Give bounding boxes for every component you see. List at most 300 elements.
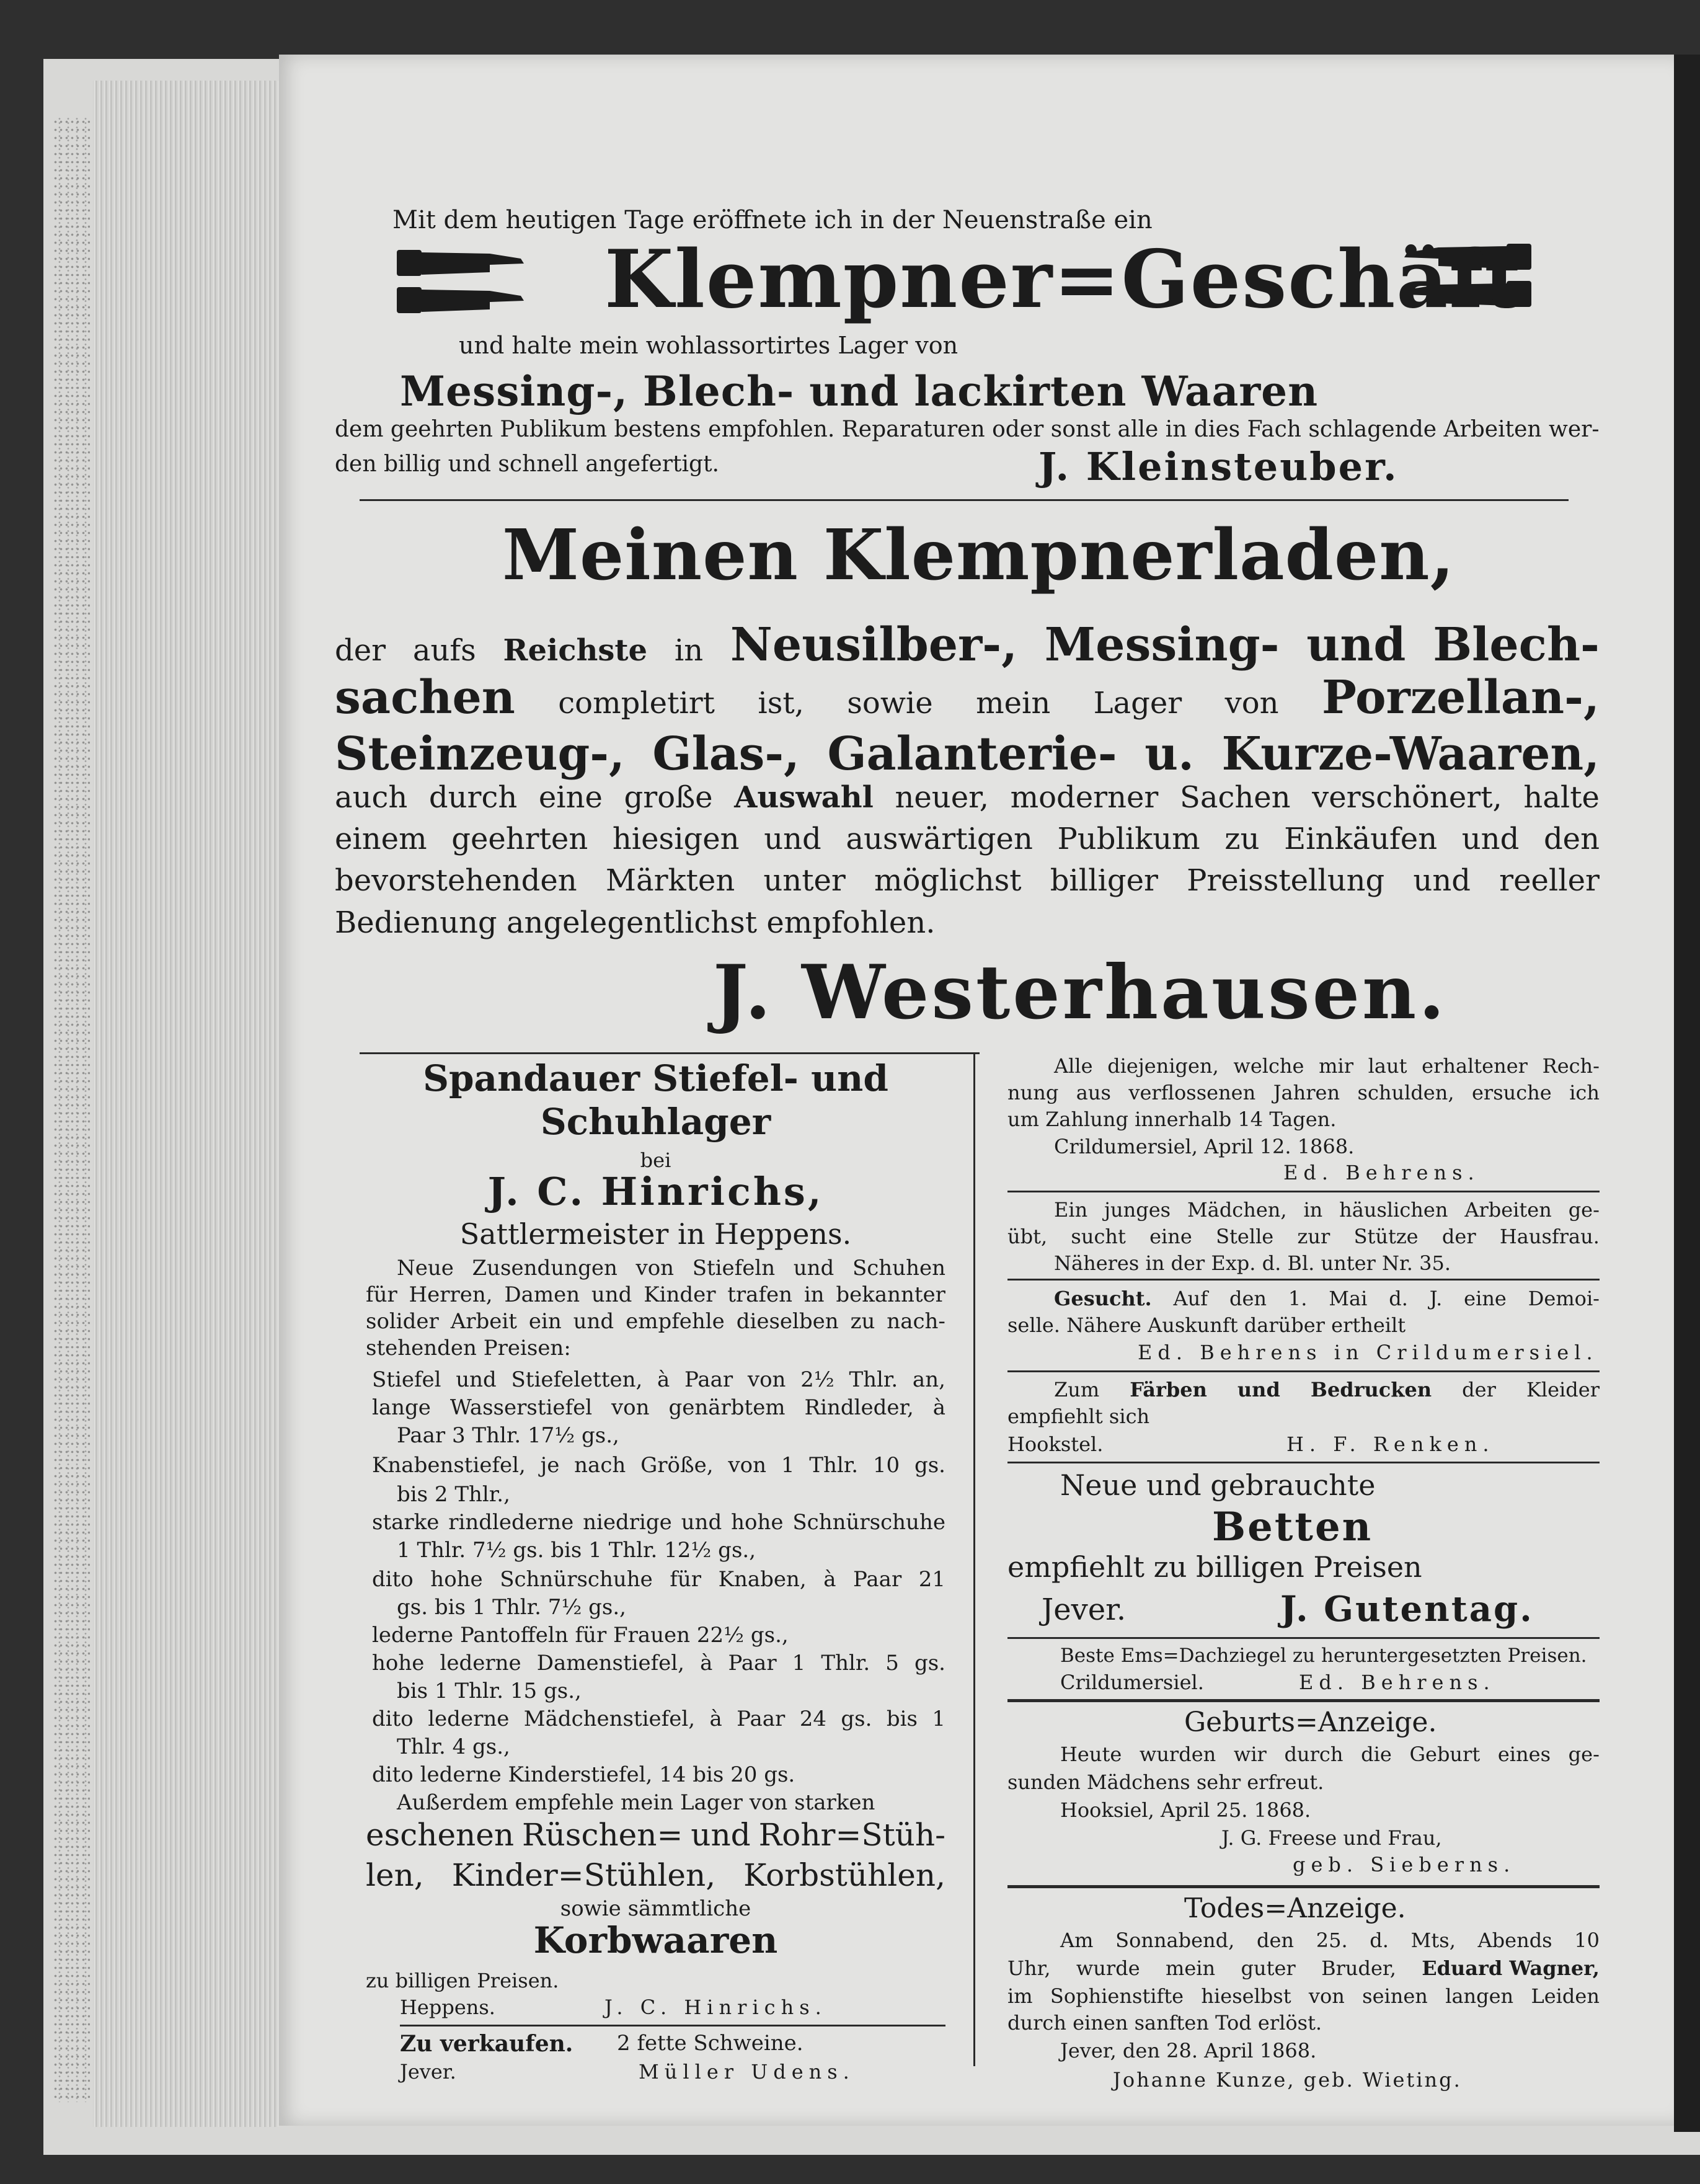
betten-place: Jever. (1042, 1592, 1127, 1627)
word: Arbeiten (1464, 1198, 1552, 1222)
column-rule (973, 1052, 975, 2066)
word: guter (1241, 1956, 1296, 1980)
verkaufen-text: 2 fette Schweine. (617, 2031, 804, 2056)
word: aus (1076, 1081, 1111, 1104)
word: und (793, 1256, 835, 1281)
klempner-para-1: dem geehrten Publikum bestens empfohlen. Reparaturen oder sonst alle in dies Fach schlagende Arbeiten wer- (335, 417, 1600, 442)
word: Porzellan-, (1322, 670, 1600, 724)
tod-line-4: durch einen sanften Tod erlöst. (1007, 2011, 1322, 2035)
behrens-date: Crildumersiel, April 12. 1868. (1054, 1135, 1355, 1158)
word: Eduard Wagner, (1422, 1956, 1600, 1980)
word: dieselben (736, 1309, 839, 1334)
word: Korbstühlen, (743, 1857, 945, 1893)
word: langen (1445, 1984, 1514, 2008)
word: Auf (1173, 1287, 1208, 1310)
word: Reichste (503, 633, 648, 668)
word: wurde (1076, 1956, 1140, 1980)
geburt-line-2: sunden Mädchens sehr erfreut. (1007, 1770, 1324, 1794)
tod-line-2 (1007, 1956, 1600, 1980)
word: zu (1224, 822, 1260, 856)
word: erhaltener (1422, 1054, 1528, 1078)
word: à (700, 1651, 713, 1676)
word: halte (1523, 780, 1600, 815)
word: Kleider (1526, 1378, 1600, 1401)
gesucht-signature: Ed. Behrens in Crildumersiel. (1138, 1341, 1598, 1364)
word: ersuche (1471, 1081, 1552, 1104)
marbled-edge (53, 118, 90, 2102)
price-line: gs. bis 1 Thlr. 7½ gs., (397, 1595, 626, 1620)
price-line (372, 1707, 945, 1731)
betten-line-2: Betten (1212, 1504, 1373, 1550)
word: Bruder, (1321, 1956, 1396, 1980)
price-line: lederne Pantoffeln für Frauen 22½ gs., (372, 1623, 789, 1648)
klempner-products: Messing-, Blech- und lackirten Waaren (400, 367, 1319, 415)
hinrichs-korbwaaren: Korbwaaren (533, 1919, 778, 1961)
westerhausen-line-3 (335, 727, 1600, 781)
word: Neue (397, 1256, 454, 1281)
word: von (635, 1256, 675, 1281)
word: Galanterie- (827, 727, 1117, 781)
word: bevorstehenden (335, 863, 577, 898)
word: Rindleder, (804, 1395, 914, 1420)
word: Messing- (1044, 617, 1280, 672)
divider (1007, 1462, 1600, 1463)
klempner-signature: J. Kleinsteuber. (1038, 444, 1399, 489)
word: Stelle (1216, 1225, 1274, 1248)
hinrichs-cheap: zu billigen Preisen. (366, 1969, 559, 1992)
word: Bedrucken (1310, 1378, 1432, 1401)
divider (360, 499, 1569, 501)
word: einem (335, 822, 427, 856)
word: eine (538, 780, 603, 815)
hinrichs-name: J. C. Hinrichs, (487, 1169, 824, 1214)
word: gs. (914, 1651, 945, 1676)
geburt-signature-1: J. G. Freese und Frau, (1221, 1826, 1442, 1850)
word: Auswahl (734, 780, 874, 815)
price-line: bis 2 Thlr., (397, 1482, 510, 1507)
word: Sonnabend, (1115, 1929, 1235, 1952)
word: für (366, 1282, 397, 1307)
word: Gesucht. (1054, 1287, 1152, 1310)
word: aufs (412, 633, 476, 668)
word: zu (850, 1309, 875, 1334)
hinrichs-body-1 (397, 1256, 945, 1281)
word: ge- (1568, 1742, 1600, 1766)
word: ist, (758, 686, 804, 721)
word: u. (1144, 727, 1194, 781)
word: eine (1464, 1287, 1507, 1310)
price-line (372, 1367, 945, 1392)
word: Einkäufen (1284, 822, 1438, 856)
word: mir (1319, 1054, 1353, 1078)
geburt-title: Geburts=Anzeige. (1184, 1707, 1437, 1738)
word: 1 (781, 1453, 795, 1478)
word: 1 (792, 1651, 806, 1676)
word: wurden (1139, 1742, 1216, 1766)
word: Rohr=Stüh- (758, 1817, 945, 1853)
word: à (823, 1567, 836, 1592)
word: häuslichen (1339, 1198, 1448, 1222)
renken-place: Hookstel. (1007, 1432, 1104, 1456)
word: ein (528, 1309, 562, 1334)
renken-line-1 (1054, 1378, 1600, 1401)
gesucht-line-1 (1054, 1287, 1600, 1310)
tod-title: Todes=Anzeige. (1184, 1893, 1406, 1924)
word: den (1257, 1929, 1295, 1952)
word: gs. (841, 1707, 872, 1731)
word: Demoi- (1528, 1287, 1600, 1310)
word: 10 (872, 1453, 900, 1478)
word: verflossenen (1128, 1081, 1256, 1104)
scan-border (1674, 55, 1700, 2132)
word: Sachen (1179, 780, 1291, 815)
dachziegel-signature: Ed. Behrens. (1299, 1671, 1495, 1694)
price-line: Thlr. 4 gs., (397, 1734, 510, 1759)
behrens-line-1 (1054, 1054, 1600, 1078)
hinrichs-place: Heppens. (400, 1995, 495, 2019)
word: im (1007, 1984, 1033, 2008)
word: in (804, 1282, 825, 1307)
hinrichs-bei: bei (640, 1148, 671, 1172)
word: Mädchenstiefel, (523, 1707, 696, 1731)
word: Abends (1477, 1929, 1552, 1952)
price-line (372, 1453, 945, 1478)
word: Paar (737, 1707, 786, 1731)
word: Größe, (640, 1453, 714, 1478)
word: Preisstellung (1187, 863, 1385, 898)
hinrichs-body-2 (366, 1282, 945, 1307)
divider (1007, 1279, 1600, 1281)
klempner-intro: Mit dem heutigen Tage eröffnete ich in der Neuenstraße ein (392, 206, 1153, 234)
word: laut (1368, 1054, 1407, 1078)
behrens-line-3: um Zahlung innerhalb 14 Tagen. (1007, 1108, 1337, 1131)
word: rindlederne (448, 1510, 574, 1535)
verkaufen-place: Jever. (400, 2060, 456, 2084)
word: Zum (1054, 1378, 1100, 1401)
word: Am (1060, 1929, 1094, 1952)
word: solider (366, 1309, 439, 1334)
price-line: dito lederne Kinderstiefel, 14 bis 20 gs. (372, 1762, 795, 1787)
tod-line-3 (1007, 1984, 1600, 2008)
word: Wasserstiefel (449, 1395, 593, 1420)
word: übt, (1007, 1225, 1048, 1248)
tod-date: Jever, den 28. April 1868. (1060, 2039, 1317, 2062)
word: von (747, 1367, 786, 1392)
westerhausen-signature: J. Westerhausen. (713, 949, 1448, 1036)
westerhausen-line-5 (335, 822, 1600, 856)
word: den (1543, 822, 1600, 856)
word: à (657, 1367, 670, 1392)
word: und (764, 822, 821, 856)
divider (1007, 1191, 1600, 1192)
word: und (1237, 1378, 1280, 1401)
word: gs. (914, 1453, 945, 1478)
price-line (372, 1510, 945, 1535)
word: billiger (1050, 863, 1158, 898)
word: hieselbst (1201, 1984, 1291, 2008)
word: sowie (847, 686, 933, 721)
word: von (1308, 1984, 1345, 2008)
word: d. (1370, 1929, 1389, 1952)
price-line: Paar 3 Thlr. 17½ gs., (397, 1423, 619, 1448)
word: hohe (372, 1651, 425, 1676)
dachziegel-line-1: Beste Ems=Dachziegel zu heruntergesetzten Preisen. (1060, 1645, 1587, 1667)
word: und (681, 1510, 722, 1535)
betten-line-3: empfiehlt zu billigen Preisen (1007, 1550, 1422, 1584)
word: 2½ (800, 1367, 835, 1392)
word: seinen (1362, 1984, 1428, 2008)
word: in (1303, 1198, 1323, 1222)
hinrichs-also-4: sowie sämmtliche (560, 1896, 751, 1921)
geburt-line-1 (1060, 1742, 1600, 1766)
word: 10 (1574, 1929, 1600, 1952)
klempner-line2: und halte mein wohlassortirtes Lager von (459, 332, 958, 359)
word: zur (1297, 1225, 1330, 1248)
word: Paar (728, 1651, 777, 1676)
word: 1 (932, 1707, 945, 1731)
price-line (372, 1567, 945, 1592)
word: eschenen (366, 1817, 515, 1853)
word: Kurze-Waaren, (1221, 727, 1600, 781)
word: in (674, 633, 704, 668)
divider (360, 1052, 980, 1054)
word: Rüschen= (521, 1817, 683, 1853)
word: und (1413, 863, 1471, 898)
word: Hausfrau. (1499, 1225, 1600, 1248)
word: mein (1166, 1956, 1216, 1980)
word: sachen (335, 670, 515, 724)
word: reeller (1499, 863, 1600, 898)
word: nach- (887, 1309, 945, 1334)
word: len, (366, 1857, 424, 1893)
westerhausen-headline: Meinen Klempnerladen, (502, 515, 1455, 596)
word: geehrten (451, 822, 588, 856)
word: möglichst (874, 863, 1022, 898)
betten-line-1: Neue und gebrauchte (1060, 1468, 1376, 1502)
price-line: bis 1 Thlr. 15 gs., (397, 1679, 582, 1703)
word: Damen (504, 1282, 580, 1307)
word: d. (1389, 1287, 1408, 1310)
westerhausen-line-7: Bedienung angelegentlichst empfohlen. (335, 905, 936, 940)
hinrichs-trade: Sattlermeister in Heppens. (459, 1217, 852, 1251)
hinrichs-also-1: Außerdem empfehle mein Lager von starken (397, 1790, 875, 1815)
word: durch (1284, 1742, 1344, 1766)
divider (1007, 1637, 1600, 1639)
word: Färben (1130, 1378, 1207, 1401)
hinrichs-also-2 (366, 1817, 945, 1853)
word: und (1461, 822, 1520, 856)
word: Thlr. (821, 1651, 870, 1676)
westerhausen-line-2 (335, 670, 1600, 724)
word: Zusendungen (472, 1256, 618, 1281)
word: Lager (1093, 686, 1182, 721)
word: junges (1104, 1198, 1171, 1222)
hinrichs-also-3 (366, 1857, 945, 1893)
word: von (1224, 686, 1279, 721)
tod-line-1 (1060, 1929, 1600, 1952)
maedchen-line-1 (1054, 1198, 1600, 1222)
behrens-signature: Ed. Behrens. (1283, 1161, 1480, 1184)
hinrichs-signature: J. C. Hinrichs. (604, 1995, 827, 2019)
verkaufen-label: Zu verkaufen. (400, 2031, 573, 2057)
word: verschönert, (1312, 780, 1502, 815)
word: Sophienstifte (1050, 1984, 1184, 2008)
word: mein (976, 686, 1051, 721)
word: 21 (918, 1567, 945, 1592)
word: eines (1497, 1742, 1551, 1766)
word: Ein (1054, 1198, 1088, 1222)
word: 25. (1316, 1929, 1348, 1952)
hinrichs-title-1: Spandauer Stiefel- und (423, 1057, 888, 1099)
divider (1007, 1370, 1600, 1372)
klempner-para-2: den billig und schnell angefertigt. (335, 451, 719, 477)
betten-signature: J. Gutentag. (1280, 1589, 1534, 1630)
word: Geburt (1409, 1742, 1481, 1766)
word: Neusilber-, (730, 617, 1018, 672)
word: hohe (430, 1567, 483, 1592)
word: neuer, (895, 780, 989, 815)
word: welche (1233, 1054, 1304, 1078)
word: ge- (1568, 1198, 1600, 1222)
word: à (709, 1707, 722, 1731)
word: für (670, 1567, 702, 1592)
word: Stiefel (372, 1367, 441, 1392)
word: Mädchen, (1187, 1198, 1287, 1222)
word: hohe (731, 1510, 784, 1535)
westerhausen-line-4 (335, 780, 1600, 815)
word: Alle (1054, 1054, 1093, 1078)
word: der (1441, 1225, 1476, 1248)
word: Thlr. (849, 1367, 898, 1392)
word: J. (1429, 1287, 1443, 1310)
word: auswärtigen (846, 822, 1033, 856)
word: 1. (1288, 1287, 1308, 1310)
word: Arbeit (450, 1309, 517, 1334)
word: Stiefeletten, (511, 1367, 643, 1392)
verkaufen-signature: Müller Udens. (639, 2060, 855, 2084)
word: Steinzeug-, (335, 727, 625, 781)
word: Glas-, (652, 727, 800, 781)
word: durch (428, 780, 518, 815)
word: Kinder (644, 1282, 716, 1307)
word: Blech- (1433, 617, 1600, 672)
word: dito (372, 1567, 414, 1592)
word: Herren, (409, 1282, 493, 1307)
word: große (624, 780, 713, 815)
word: Thlr. (809, 1453, 859, 1478)
word: Leiden (1531, 1984, 1600, 2008)
renken-line-2: empfiehlt sich (1007, 1405, 1150, 1428)
word: Heute (1060, 1742, 1122, 1766)
word: wir (1233, 1742, 1267, 1766)
geburt-date: Hooksiel, April 25. 1868. (1060, 1798, 1311, 1822)
word: empfehle (626, 1309, 725, 1334)
word: von (611, 1395, 650, 1420)
renken-signature: H. F. Renken. (1286, 1432, 1495, 1456)
pointing-hand-icon (397, 245, 539, 319)
word: Schnürschuhe (500, 1567, 653, 1592)
word: Schnürschuhe (792, 1510, 945, 1535)
word: an, (912, 1367, 945, 1392)
maedchen-line-3: Näheres in der Exp. d. Bl. unter Nr. 35. (1054, 1251, 1451, 1275)
word: der (1462, 1378, 1496, 1401)
word: moderner (1010, 780, 1159, 815)
word: ich (1569, 1081, 1600, 1104)
westerhausen-line-6 (335, 863, 1600, 898)
tod-signature: Johanne Kunze, geb. Wieting. (1113, 2068, 1462, 2092)
word: von (728, 1453, 766, 1478)
word: und (573, 1309, 614, 1334)
word: starke (372, 1510, 440, 1535)
word: die (1361, 1742, 1392, 1766)
word: schulden, (1357, 1081, 1454, 1104)
word: genärbtem (668, 1395, 786, 1420)
word: sucht (1071, 1225, 1126, 1248)
dachziegel-place: Crildumersiel. (1060, 1671, 1204, 1694)
word: lange (372, 1395, 431, 1420)
word: Publikum (1057, 822, 1200, 856)
word: und (1306, 617, 1406, 672)
word: Knabenstiefel, (372, 1453, 526, 1478)
word: Stütze (1353, 1225, 1419, 1248)
word: Mts, (1410, 1929, 1456, 1952)
geburt-signature-2: geb. Sieberns. (1293, 1853, 1516, 1876)
word: je (540, 1453, 560, 1478)
word: Kinder=Stühlen, (451, 1857, 716, 1893)
word: unter (763, 863, 846, 898)
westerhausen-line-1 (335, 617, 1600, 672)
word: Schuhen (852, 1256, 945, 1281)
word: lederne (428, 1707, 510, 1731)
word: Rech- (1542, 1054, 1600, 1078)
price-line (372, 1651, 945, 1676)
word: und (691, 1817, 751, 1853)
behrens-line-2 (1007, 1081, 1600, 1104)
word: auch (335, 780, 408, 815)
price-line (372, 1395, 945, 1420)
word: Stiefeln (692, 1256, 776, 1281)
word: bis (886, 1707, 918, 1731)
gesucht-line-2: selle. Nähere Auskunft darüber ertheilt (1007, 1313, 1406, 1337)
word: Damenstiefel, (536, 1651, 684, 1676)
word: nung (1007, 1081, 1059, 1104)
maedchen-line-2 (1007, 1225, 1600, 1248)
word: und (456, 1367, 497, 1392)
word: lederne (440, 1651, 521, 1676)
word: bekannter (836, 1282, 945, 1307)
divider (1007, 1699, 1600, 1702)
word: Knaben, (718, 1567, 807, 1592)
hinrichs-body-4: stehenden Preisen: (366, 1336, 571, 1361)
word: eine (1149, 1225, 1192, 1248)
hinrichs-body-3 (366, 1309, 945, 1334)
divider (400, 2025, 945, 2026)
word: dito (372, 1707, 414, 1731)
word: der (335, 633, 386, 668)
word: nach (574, 1453, 626, 1478)
word: completirt (558, 686, 715, 721)
word: à (932, 1395, 945, 1420)
word: Paar (684, 1367, 733, 1392)
word: den (1229, 1287, 1267, 1310)
hinrichs-title-2: Schuhlager (540, 1101, 771, 1143)
divider (1007, 1885, 1600, 1888)
word: Mai (1329, 1287, 1368, 1310)
word: niedrige (583, 1510, 672, 1535)
klempner-headline: Klempner=Geschäft (604, 233, 1523, 326)
word: Uhr, (1007, 1956, 1051, 1980)
word: trafen (727, 1282, 793, 1307)
